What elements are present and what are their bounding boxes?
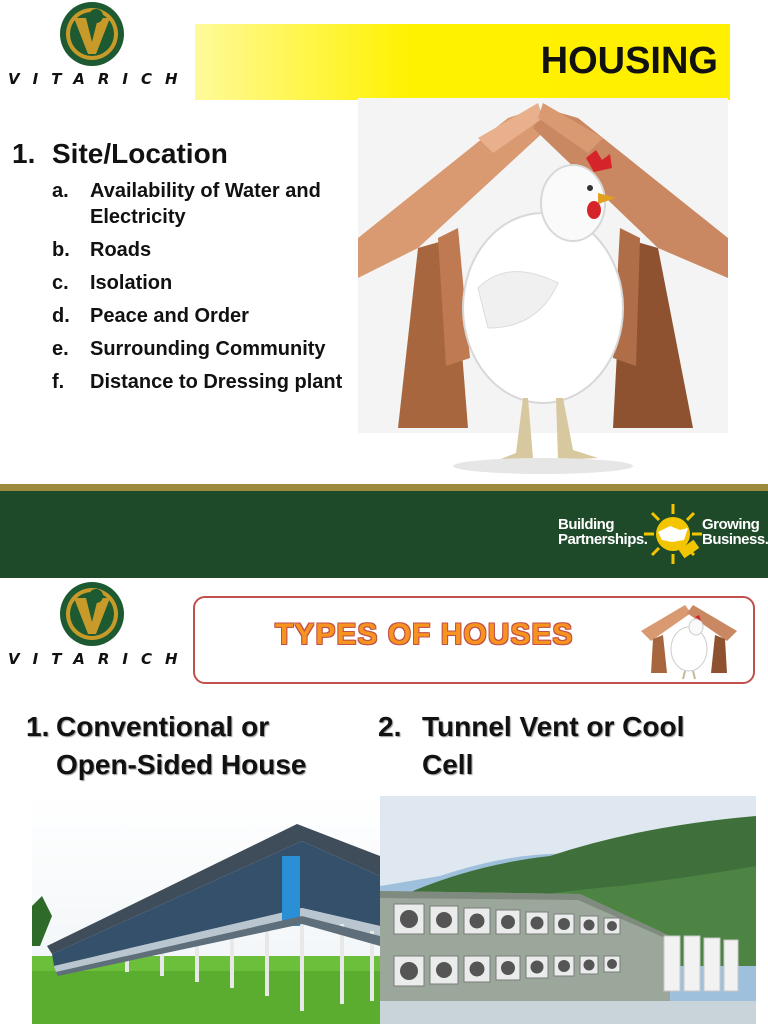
list-text: Availability of Water and Electricity: [90, 180, 321, 228]
type-line2: Cell: [422, 749, 474, 780]
type-line1: Conventional or: [56, 711, 270, 742]
list-marker: c.: [52, 272, 69, 294]
list-item: [52, 270, 362, 296]
type-number: 1.: [26, 711, 50, 742]
tunnel-vent-house-photo: [380, 796, 756, 1024]
tagline-building: [558, 517, 647, 547]
list-item: [52, 369, 362, 395]
slide-title: HOUSING: [540, 40, 718, 82]
hands-chicken-thumbnail: [641, 601, 737, 681]
tagline-growing: [702, 517, 768, 547]
tagline-line: Partnerships.: [558, 531, 648, 548]
list-marker: f.: [52, 371, 65, 393]
logo-wordmark: VITARICH: [8, 70, 191, 88]
list-text: Roads: [90, 239, 152, 261]
list-text: Distance to Dressing plant: [90, 371, 343, 393]
list-text: Peace and Order: [90, 305, 249, 327]
section-heading: [12, 138, 228, 170]
house-type-tunnel-vent: [378, 708, 738, 784]
type-line2: Open-Sided House: [56, 749, 307, 780]
type-line1: Tunnel Vent or Cool: [422, 711, 685, 742]
tagline-line: Business.: [702, 531, 768, 548]
types-title-box: [193, 596, 755, 684]
title-bar: [195, 24, 730, 100]
vitarich-logo: [0, 580, 190, 675]
list-item: [52, 178, 362, 230]
tagline-line: Building: [558, 516, 614, 533]
type-number: 2.: [378, 711, 402, 742]
handshake-sun-icon: [640, 500, 706, 568]
list-marker: b.: [52, 239, 70, 261]
slide-title: TYPES OF HOUSES: [275, 618, 574, 651]
footer-gold-stripe: [0, 484, 768, 491]
list-text: Isolation: [90, 272, 173, 294]
tagline-line: Growing: [702, 516, 760, 533]
hands-chicken-image: [358, 98, 728, 478]
list-marker: e.: [52, 338, 69, 360]
vitarich-logo-emblem: [58, 0, 126, 68]
list-item: [52, 303, 362, 329]
section-label: Site/Location: [52, 138, 228, 169]
section-number: 1.: [12, 138, 36, 169]
vitarich-logo: [0, 0, 190, 95]
slide-types-of-houses: [0, 578, 768, 1024]
list-item: [52, 237, 362, 263]
list-marker: a.: [52, 180, 69, 202]
house-type-conventional: [26, 708, 366, 784]
logo-wordmark: VITARICH: [8, 650, 191, 668]
open-sided-house-photo: [32, 796, 380, 1024]
list-marker: d.: [52, 305, 70, 327]
list-item: [52, 336, 362, 362]
list-text: Surrounding Community: [90, 338, 326, 360]
site-criteria-list: [52, 178, 362, 402]
vitarich-logo-emblem: [58, 580, 126, 648]
